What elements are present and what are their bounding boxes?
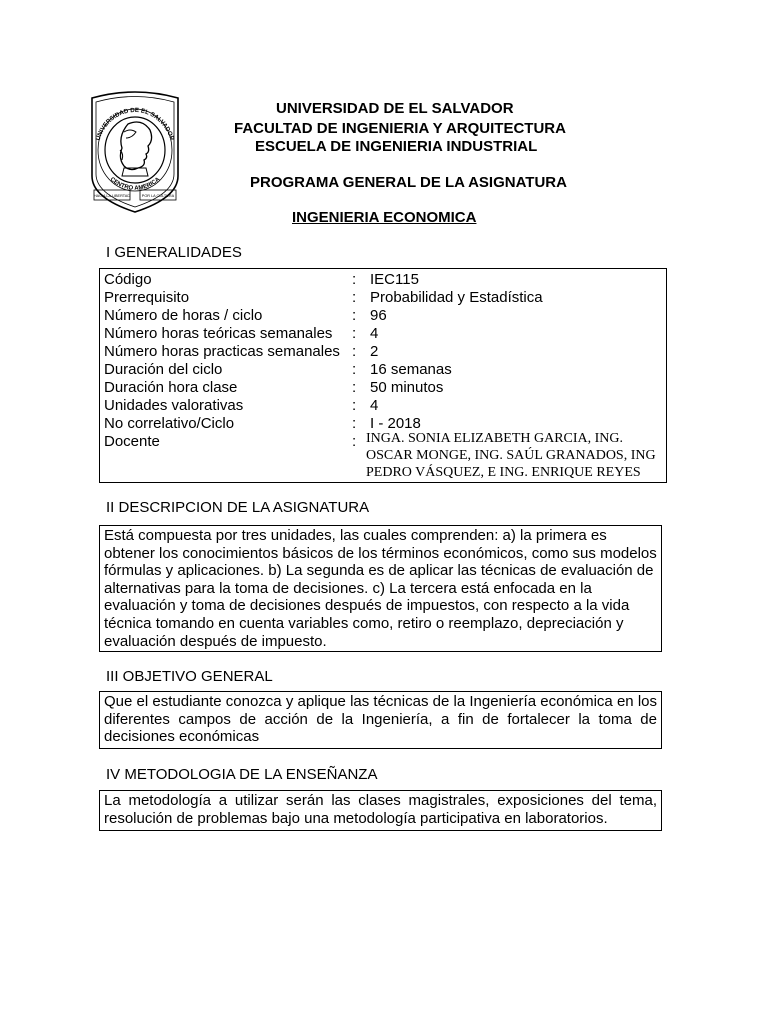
info-separator: : — [352, 379, 357, 396]
svg-text:UNIVERSIDAD DE EL SALVADOR — [95, 107, 176, 142]
info-label: Unidades valorativas — [104, 397, 244, 414]
program-title: PROGRAMA GENERAL DE LA ASIGNATURA — [250, 174, 567, 191]
info-label: Prerrequisito — [104, 289, 190, 306]
info-label: Número horas teóricas semanales — [104, 325, 333, 342]
section-objetivo-title: III OBJETIVO GENERAL — [106, 668, 273, 685]
section-descripcion-title: II DESCRIPCION DE LA ASIGNATURA — [106, 499, 370, 516]
info-value: Probabilidad y Estadística — [370, 289, 543, 306]
seal-banner-left: HACIA LA LIBERTAD — [93, 194, 131, 198]
info-value: IEC115 — [370, 271, 419, 288]
info-label: Duración del ciclo — [104, 361, 223, 378]
info-label: No correlativo/Ciclo — [104, 415, 235, 432]
info-value: 96 — [370, 307, 387, 324]
generalidades-table — [99, 268, 667, 483]
descripcion-text: Está compuesta por tres unidades, las cuales comprenden: a) la primera es obtener los conocimientos básicos de los términos económicos, como sus modelos fórmulas y aplicaciones. b) La segunda es de aplicar las técnicas de evaluación de alternativas para la toma de decisiones. c) La tercera está enfocada en la evaluación y toma de decisiones después de impuestos, con respecto a la vida técnica tomando en cuenta variables como, retiro o reemplazo, depreciación y evaluación después de impuesto. — [104, 527, 657, 650]
info-label: Docente — [104, 433, 160, 450]
section-generalidades-title: I GENERALIDADES — [106, 244, 242, 261]
seal-text-bottom: CENTRO AMERICA — [108, 176, 162, 192]
info-label: Código — [104, 271, 152, 288]
seal-banner-right: POR LA CULTURA — [141, 194, 175, 198]
info-value: 4 — [370, 397, 379, 414]
university-seal-logo — [84, 88, 186, 216]
descripcion-box — [99, 525, 662, 652]
seal-text-top: UNIVERSIDAD DE EL SALVADOR — [94, 106, 176, 142]
info-separator: : — [352, 433, 357, 450]
info-value: I - 2018 — [370, 415, 421, 432]
school-name: ESCUELA DE INGENIERIA INDUSTRIAL — [255, 138, 538, 155]
course-title: INGENIERIA ECONOMICA — [292, 209, 477, 226]
info-separator: : — [352, 307, 357, 324]
info-separator: : — [352, 289, 357, 306]
info-separator: : — [352, 397, 357, 414]
section-metodologia-title: IV METODOLOGIA DE LA ENSEÑANZA — [106, 766, 378, 783]
university-name: UNIVERSIDAD DE EL SALVADOR — [276, 100, 514, 117]
objetivo-text: Que el estudiante conozca y aplique las técnicas de la Ingeniería económica en los diferentes campos de acción de la Ingeniería, a fin de fortalecer la toma de decisiones económicas — [104, 693, 657, 746]
info-label: Número de horas / ciclo — [104, 307, 263, 324]
metodologia-text: La metodología a utilizar serán las clases magistrales, exposiciones del tema, resolución de problemas bajo una metodología participativa en laboratorios. — [104, 792, 657, 827]
info-separator: : — [352, 343, 357, 360]
info-separator: : — [352, 361, 357, 378]
info-label: Duración hora clase — [104, 379, 238, 396]
info-value: 4 — [370, 325, 379, 342]
info-value: 2 — [370, 343, 379, 360]
info-separator: : — [352, 271, 357, 288]
docente-names: INGA. SONIA ELIZABETH GARCIA, ING. OSCAR MONGE, ING. SAÚL GRANADOS, ING PEDRO VÁSQUEZ, E ING. ENRIQUE REYES — [366, 431, 656, 480]
info-value: 50 minutos — [370, 379, 444, 396]
info-value: 16 semanas — [370, 361, 452, 378]
svg-text:CENTRO AMERICA — [109, 176, 162, 192]
objetivo-box — [99, 691, 662, 749]
info-label: Número horas practicas semanales — [104, 343, 340, 360]
faculty-name: FACULTAD DE INGENIERIA Y ARQUITECTURA — [234, 120, 566, 137]
info-separator: : — [352, 325, 357, 342]
metodologia-box — [99, 790, 662, 831]
info-separator: : — [352, 415, 357, 432]
